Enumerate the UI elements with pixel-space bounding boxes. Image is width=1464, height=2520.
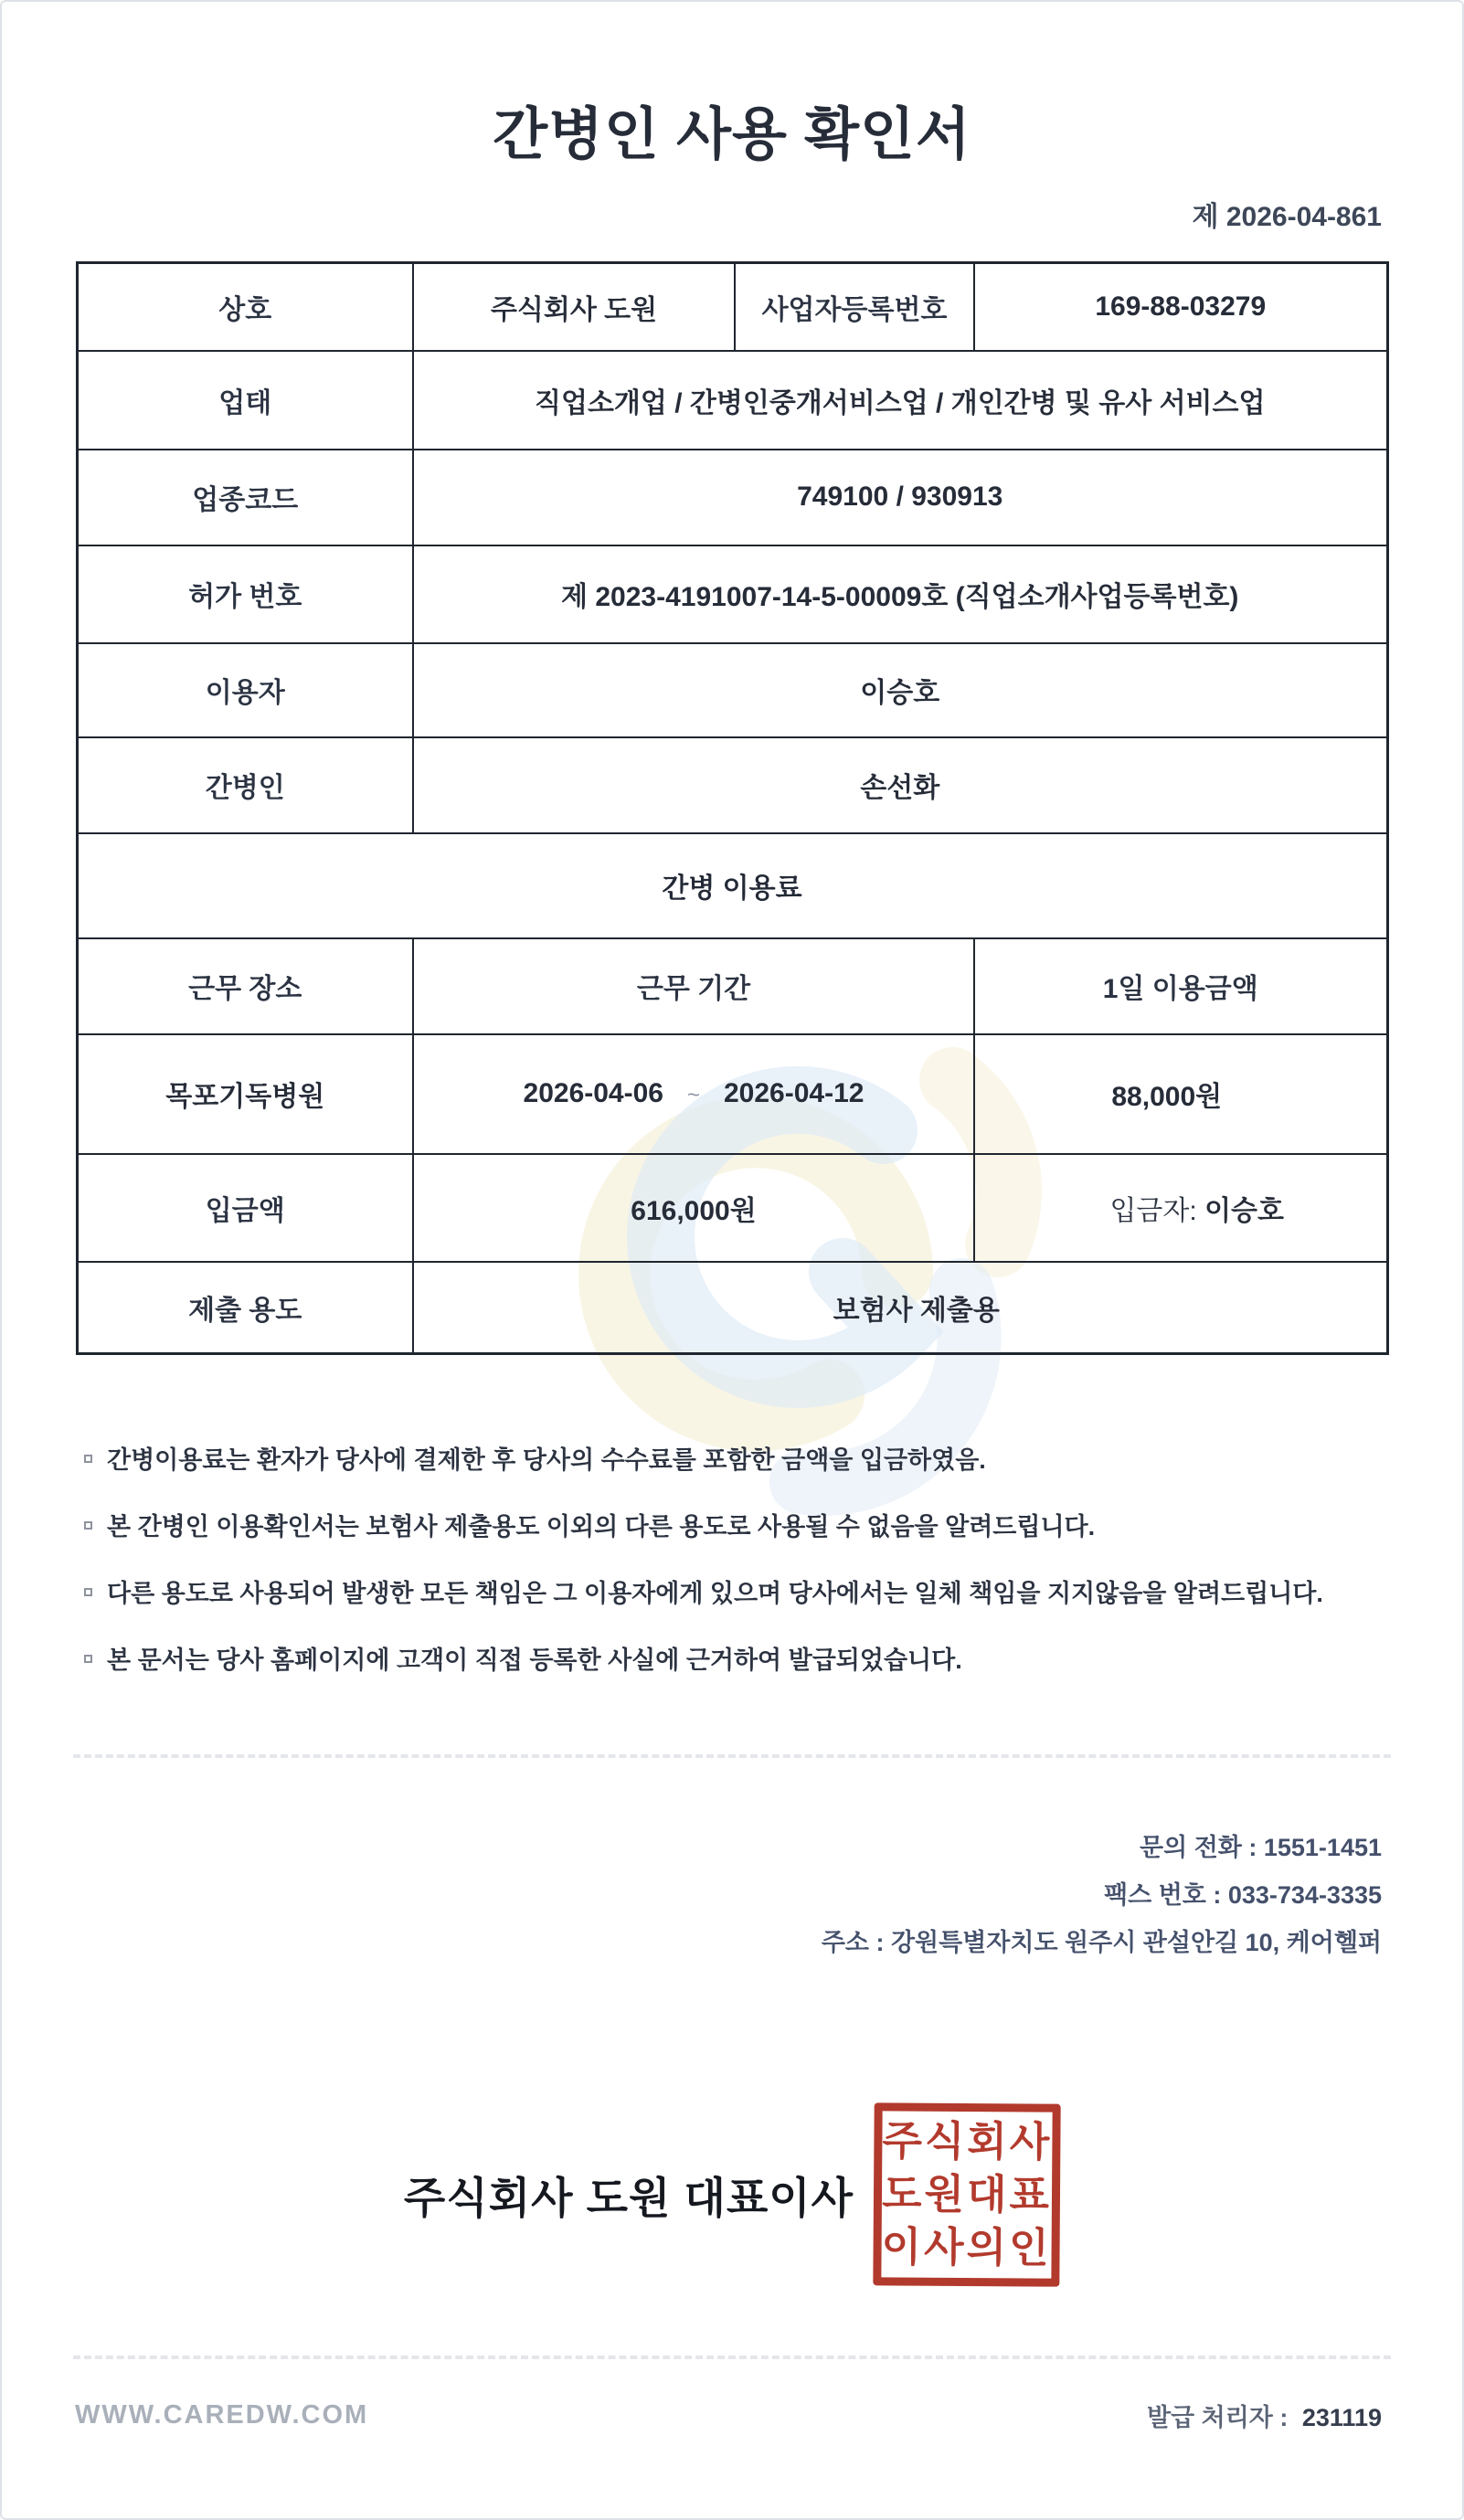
table-row-fee-headers: [77, 938, 1387, 1034]
table-row-fee-section-title: [77, 833, 1387, 938]
company-value: 주식회사 도원: [413, 263, 735, 351]
square-bullet-icon: [84, 1655, 92, 1663]
fee-section-title: 간병 이용료: [77, 833, 1387, 938]
biz-reg-value: 169-88-03279: [974, 263, 1387, 351]
note-item: [82, 1513, 1389, 1541]
col-header-period: 근무 기간: [413, 938, 974, 1034]
table-row-biz-type: [77, 351, 1387, 450]
work-period-value: [413, 1034, 974, 1154]
biz-type-value: 직업소개업 / 간병인중개서비스업 / 개인간병 및 유사 서비스업: [413, 351, 1387, 450]
company-label: 상호: [77, 263, 413, 351]
depositor-cell: [974, 1154, 1387, 1262]
daily-amount-value: 88,000원: [974, 1034, 1387, 1154]
square-bullet-icon: [84, 1588, 92, 1596]
period-tilde: ~: [686, 1083, 700, 1107]
biz-reg-label: 사업자등록번호: [735, 263, 974, 351]
square-bullet-icon: [84, 1521, 92, 1530]
stamp-line: 도원대표: [881, 2170, 1053, 2218]
issuer-label: 발급 처리자 :: [1146, 2404, 1289, 2431]
user-value: 이승호: [413, 643, 1387, 737]
table-row-user: [77, 643, 1387, 737]
table-row-purpose: [77, 1262, 1387, 1354]
table-row-deposit: [77, 1154, 1387, 1262]
industry-code-label: 업종코드: [77, 450, 413, 545]
note-text: 다른 용도로 사용되어 발생한 모든 책임은 그 이용자에게 있으며 당사에서는 일체 책임을 지지않음을 알려드립니다.: [107, 1580, 1323, 1607]
work-place-value: 목포기독병원: [77, 1034, 413, 1154]
depositor-label: 입금자:: [1109, 1195, 1197, 1226]
note-text: 간병이용료는 환자가 당사에 결제한 후 당사의 수수료를 포함한 금액을 입금하였음.: [107, 1446, 986, 1474]
purpose-label: 제출 용도: [77, 1262, 413, 1354]
signature-block: [2, 2103, 1462, 2286]
dashed-divider: [73, 1754, 1391, 1758]
deposit-amount-value: 616,000원: [413, 1154, 974, 1262]
depositor-name: 이승호: [1204, 1195, 1285, 1226]
note-item: [82, 1446, 1389, 1474]
confirmation-table: [76, 261, 1389, 1355]
contact-phone: 문의 전화 : 1551-1451: [1140, 1834, 1382, 1861]
issuer-info: [1147, 2398, 1382, 2433]
note-text: 본 간병인 이용확인서는 보험사 제출용도 이외의 다른 용도로 사용될 수 없음을 알려드립니다.: [107, 1513, 1096, 1541]
table-row-industry-code: [77, 450, 1387, 545]
industry-code-value: 749100 / 930913: [413, 450, 1387, 545]
document-number: 제 2026-04-861: [1192, 202, 1382, 232]
page-title: 간병인 사용 확인서: [493, 103, 971, 166]
period-end: 2026-04-12: [724, 1078, 865, 1108]
note-text: 본 문서는 당사 홈페이지에 고객이 직접 등록한 사실에 근거하여 발급되었습니다.: [107, 1646, 962, 1674]
issuer-value: 231119: [1301, 2404, 1382, 2431]
contact-info: [2, 1824, 1462, 1966]
table-row-caregiver: [77, 737, 1387, 833]
biz-type-label: 업태: [77, 351, 413, 450]
company-seal-stamp: [873, 2102, 1060, 2286]
contact-fax: 팩스 번호 : 033-734-3335: [1104, 1881, 1382, 1909]
website-text: WWW.CAREDW.COM: [75, 2400, 369, 2430]
deposit-label: 입금액: [77, 1154, 413, 1262]
caregiver-value: 손선화: [413, 737, 1387, 833]
notes-section: [82, 1446, 1389, 1674]
dashed-divider: [73, 2356, 1391, 2359]
table-row-license: [77, 545, 1387, 643]
table-row-company: [77, 263, 1387, 351]
stamp-line: 주식회사: [882, 2117, 1053, 2165]
contact-address: 주소 : 강원특별자치도 원주시 관설안길 10, 케어헬퍼: [821, 1929, 1382, 1956]
purpose-value: 보험사 제출용: [413, 1262, 1387, 1354]
table-row-fee-values: [77, 1034, 1387, 1154]
license-value: 제 2023-4191007-14-5-00009호 (직업소개사업등록번호): [413, 545, 1387, 643]
user-label: 이용자: [77, 643, 413, 737]
col-header-daily: 1일 이용금액: [974, 938, 1387, 1034]
square-bullet-icon: [84, 1455, 92, 1463]
license-label: 허가 번호: [77, 545, 413, 643]
stamp-line: 이사의인: [881, 2223, 1052, 2271]
company-ceo-line: 주식회사 도원 대표이사: [403, 2173, 854, 2222]
period-start: 2026-04-06: [523, 1078, 663, 1108]
caregiver-label: 간병인: [77, 737, 413, 833]
col-header-place: 근무 장소: [77, 938, 413, 1034]
note-item: [82, 1580, 1389, 1607]
note-item: [82, 1646, 1389, 1674]
footer: [2, 2398, 1462, 2433]
